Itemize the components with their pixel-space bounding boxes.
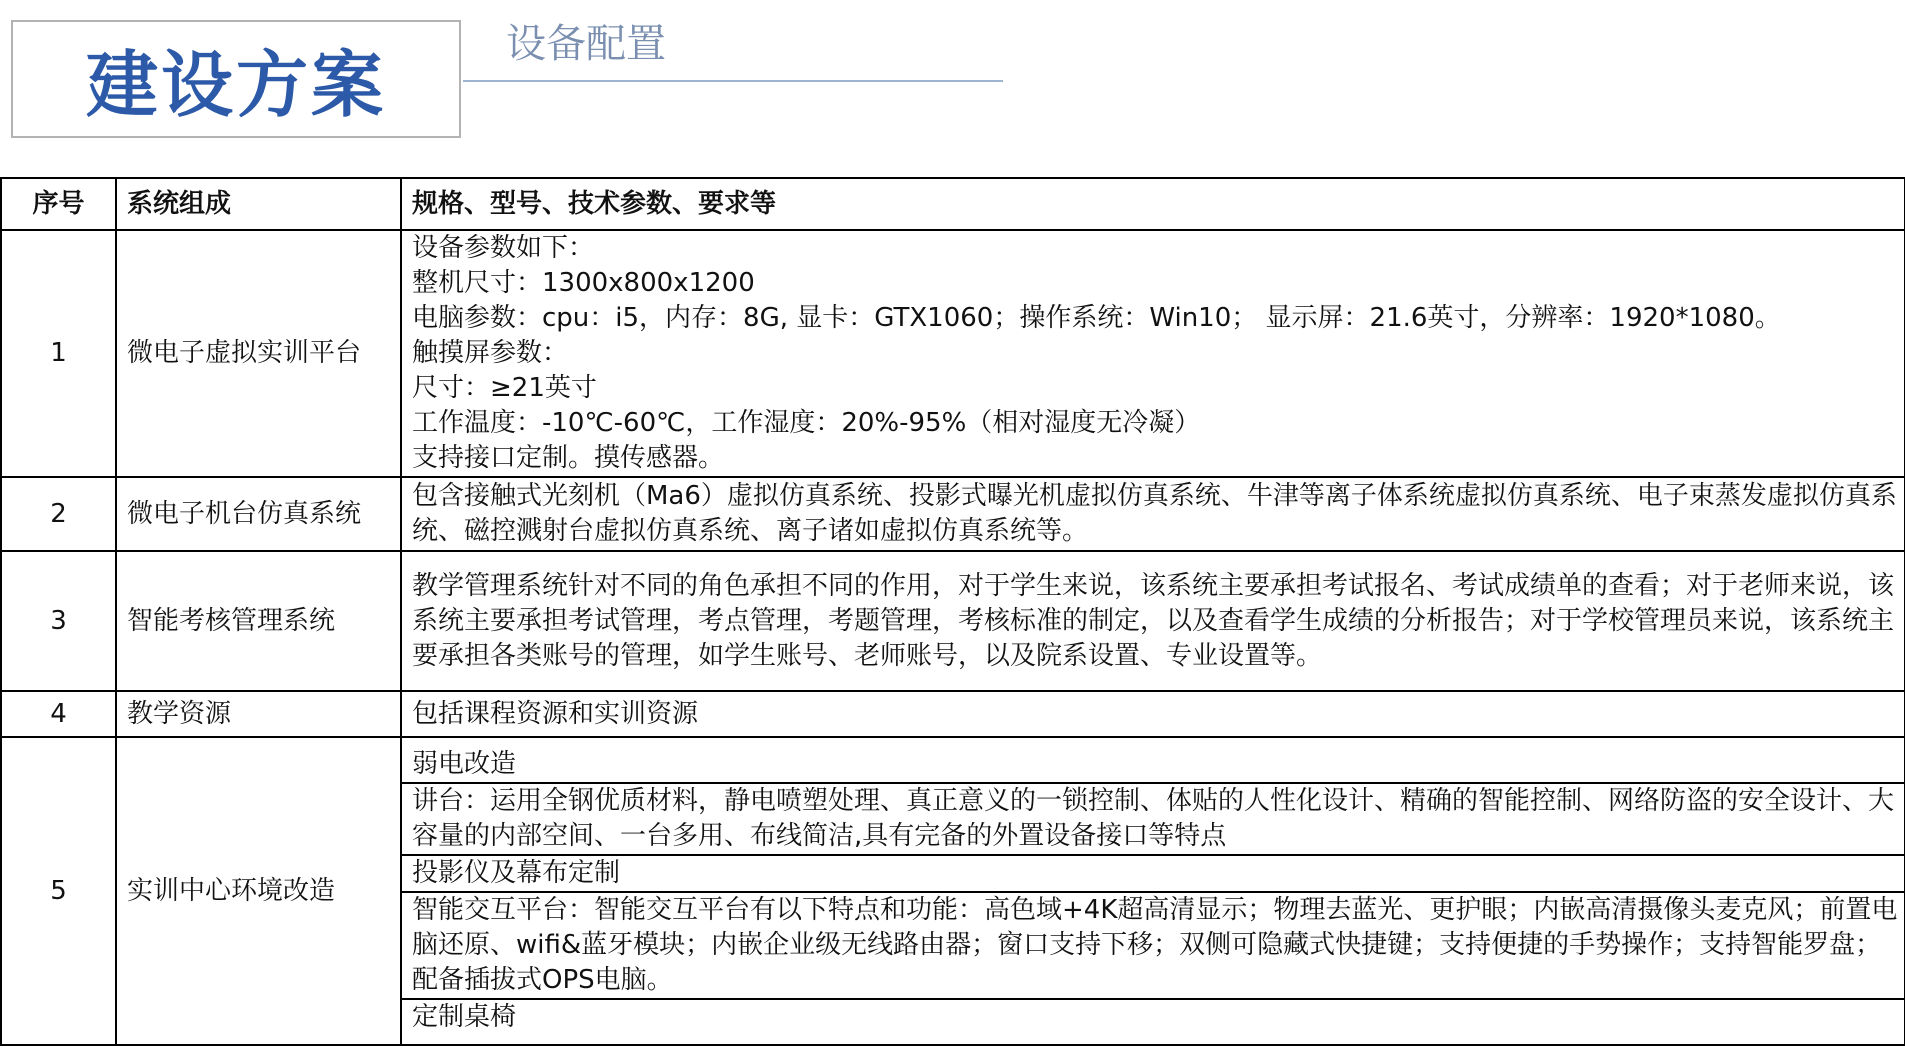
system-name: 微电子虚拟实训平台 [116, 230, 401, 477]
spec-subitem: 弱电改造 [402, 747, 1904, 784]
spec-subitem: 讲台：运用全钢优质材料，静电喷塑处理、真正意义的一锁控制、体贴的人性化设计、精确的智能控制、网络防盗的安全设计、大容量的内部空间、一台多用、布线简洁,具有完备的外置设备接口等特点 [402, 784, 1904, 856]
system-name: 实训中心环境改造 [116, 737, 401, 1045]
system-name: 智能考核管理系统 [116, 551, 401, 691]
spec-line: 尺寸：≥21英寸 [412, 373, 597, 403]
table-row [1, 230, 1905, 477]
spec-line: 电脑参数：cpu：i5，内存：8G, 显卡：GTX1060；操作系统：Win10； 显示屏：21.6英寸，分辨率：1920*1080。 [412, 303, 1781, 333]
spec-cell [401, 477, 1905, 551]
page-title: 建设方案 [85, 43, 386, 127]
spec-subitem: 定制桌椅 [412, 1002, 517, 1032]
spec-line: 设备参数如下： [412, 233, 595, 263]
system-name: 微电子机台仿真系统 [116, 477, 401, 551]
table-header-row [1, 178, 1905, 230]
header-system: 系统组成 [116, 178, 401, 230]
row-number: 2 [1, 477, 116, 551]
spec-line: 工作温度：-10℃-60℃，工作湿度：20%-95%（相对湿度无冷凝） [412, 408, 1201, 438]
spec-text: 包括课程资源和实训资源 [412, 698, 699, 729]
spec-text: 包含接触式光刻机（Ma6）虚拟仿真系统、投影式曝光机虚拟仿真系统、牛津等离子体系统虚拟仿真系统、电子束蒸发虚拟仿真系统、磁控溅射台虚拟仿真系统、离子诸如虚拟仿真系统等。 [412, 481, 1897, 546]
spec-line: 整机尺寸：1300x800x1200 [412, 268, 755, 298]
row-number: 3 [1, 551, 116, 691]
title-box [11, 20, 461, 138]
header-spec: 规格、型号、技术参数、要求等 [401, 178, 1905, 230]
table-row [1, 691, 1905, 737]
spec-subitem: 投影仪及幕布定制 [402, 856, 1904, 893]
spec-cell [401, 737, 1905, 1045]
row-number: 1 [1, 230, 116, 477]
spec-cell [401, 230, 1905, 477]
spec-cell [401, 691, 1905, 737]
table-row [1, 737, 1905, 1045]
spec-text: 教学管理系统针对不同的角色承担不同的作用，对于学生来说，该系统主要承担考试报名、考试成绩单的查看；对于老师来说，该系统主要承担考试管理，考点管理，考题管理，考核标准的制定，以及查看学生成绩的分析报告；对于学校管理员来说，该系统主要承担各类账号的管理，如学生账号、老师账号，以及院系设置、专业设置等。 [412, 570, 1895, 671]
section-subtitle: 设备配置 [506, 21, 666, 67]
equipment-config-table [0, 177, 1905, 1046]
row-number: 4 [1, 691, 116, 737]
spec-cell [401, 551, 1905, 691]
table-row [1, 551, 1905, 691]
spec-line: 支持接口定制。摸传感器。 [412, 443, 725, 473]
table-row [1, 477, 1905, 551]
spec-line: 触摸屏参数： [412, 338, 569, 368]
header-no: 序号 [1, 178, 116, 230]
subtitle-divider [463, 80, 1003, 82]
spec-subitem: 智能交互平台：智能交互平台有以下特点和功能：高色域+4K超高清显示；物理去蓝光、更护眼；内嵌高清摄像头麦克风；前置电脑还原、wifi&蓝牙模块；内嵌企业级无线路由器；窗口支持下移；双侧可隐藏式快捷键；支持便捷的手势操作；支持智能罗盘；配备插拔式OPS电脑。 [402, 893, 1904, 1000]
system-name: 教学资源 [116, 691, 401, 737]
row-number: 5 [1, 737, 116, 1045]
